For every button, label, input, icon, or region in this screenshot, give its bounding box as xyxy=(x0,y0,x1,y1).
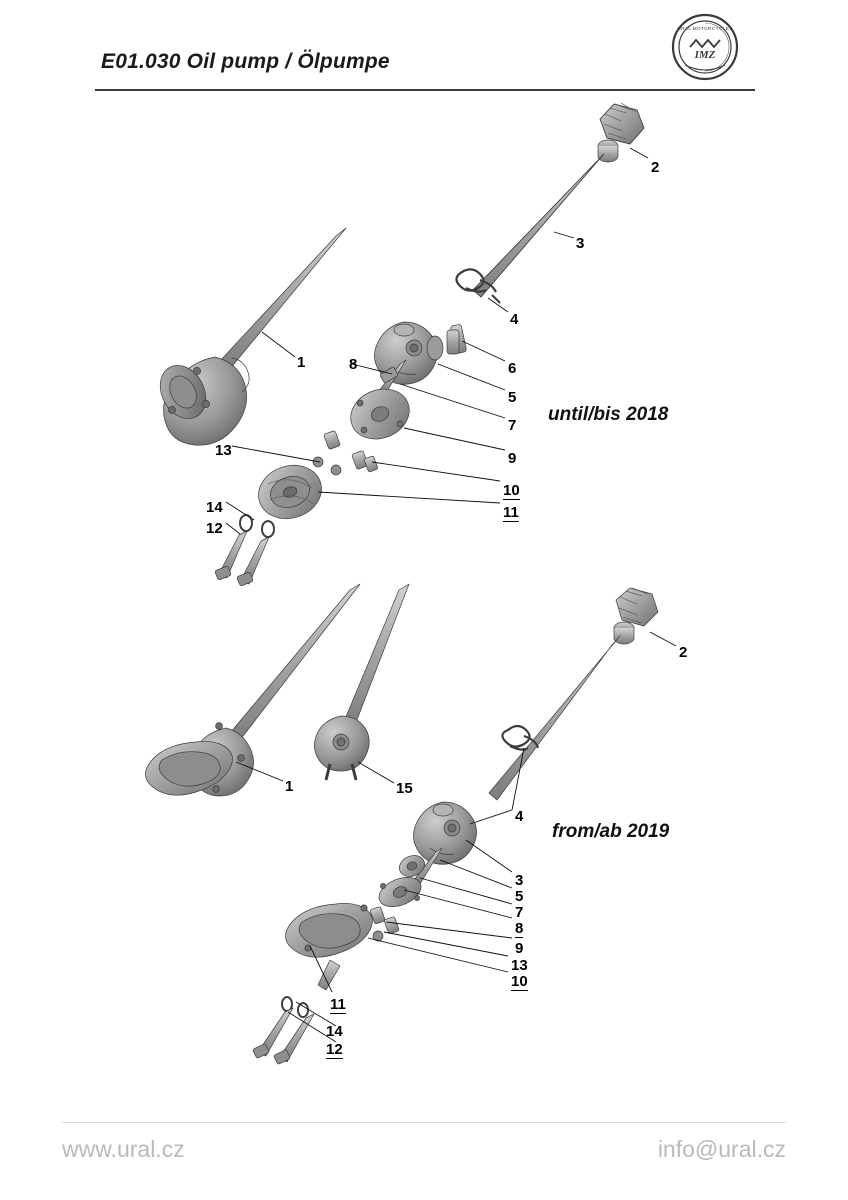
callout-number-7-bottom: 7 xyxy=(515,904,524,921)
callout-number-3-bottom: 3 xyxy=(515,872,524,889)
callout-number-1-top: 1 xyxy=(297,354,306,371)
callout-number-11-bottom: 11 xyxy=(330,996,346,1013)
part-3-pump-shaft-bottom xyxy=(489,636,620,800)
callout-number-9-top: 9 xyxy=(508,450,517,467)
callout-number-12-top: 12 xyxy=(206,520,223,537)
part-9-flange-plate-top xyxy=(343,381,417,448)
callout-number-8-bottom: 8 xyxy=(515,920,524,937)
callout-number-3-top: 3 xyxy=(576,235,585,252)
variant-caption-until-2018: until/bis 2018 xyxy=(548,404,669,425)
part-2-drive-gear-bottom xyxy=(614,588,658,644)
svg-text:IMZ: IMZ xyxy=(694,49,716,61)
callout-number-6-top: 6 xyxy=(508,360,517,377)
callout-number-13-top: 13 xyxy=(215,442,232,459)
callout-number-1-bottom: 1 xyxy=(285,778,294,795)
part-1-oil-pump-assembly-top xyxy=(151,228,346,445)
callout-number-9-bottom: 9 xyxy=(515,940,524,957)
part-7-8-gears-bottom xyxy=(375,848,442,912)
footer-website: www.ural.cz xyxy=(62,1136,185,1162)
callout-number-14-bottom: 14 xyxy=(326,1023,343,1040)
variant-caption-from-2019: from/ab 2019 xyxy=(552,821,670,842)
part-11-pump-cover-bottom xyxy=(285,903,372,957)
callout-number-4-bottom: 4 xyxy=(515,808,524,825)
callout-number-4-top: 4 xyxy=(510,311,519,328)
callout-number-5-top: 5 xyxy=(508,389,517,406)
part-3-pump-shaft-top xyxy=(473,154,604,297)
callout-number-11-top: 11 xyxy=(503,504,519,521)
callout-number-13-bottom: 13 xyxy=(511,957,528,974)
callout-number-7-top: 7 xyxy=(508,417,517,434)
part-5-pump-housing-bottom xyxy=(413,802,476,864)
callout-number-12-bottom: 12 xyxy=(326,1041,343,1058)
page-title: E01.030 Oil pump / Ölpumpe xyxy=(101,50,390,73)
part-15-pump-body-bottom xyxy=(314,584,409,780)
part-13-rotor-disc-top xyxy=(252,457,329,526)
callout-number-2-bottom: 2 xyxy=(679,644,688,661)
callout-number-10-bottom: 10 xyxy=(511,973,528,990)
callout-number-8-top: 8 xyxy=(349,356,358,373)
svg-text:URAL MOTORCYCLES: URAL MOTORCYCLES xyxy=(677,26,733,31)
callout-number-15-bottom: 15 xyxy=(396,780,413,797)
callout-number-10-top: 10 xyxy=(503,482,520,499)
footer-divider xyxy=(62,1122,786,1123)
footer-email: info@ural.cz xyxy=(657,1136,786,1162)
callout-number-5-bottom: 5 xyxy=(515,888,524,905)
callout-number-2-top: 2 xyxy=(651,159,660,176)
part-12-bolts-top xyxy=(215,531,269,586)
callout-number-14-top: 14 xyxy=(206,499,223,516)
part-2-drive-gear-top xyxy=(598,103,644,162)
